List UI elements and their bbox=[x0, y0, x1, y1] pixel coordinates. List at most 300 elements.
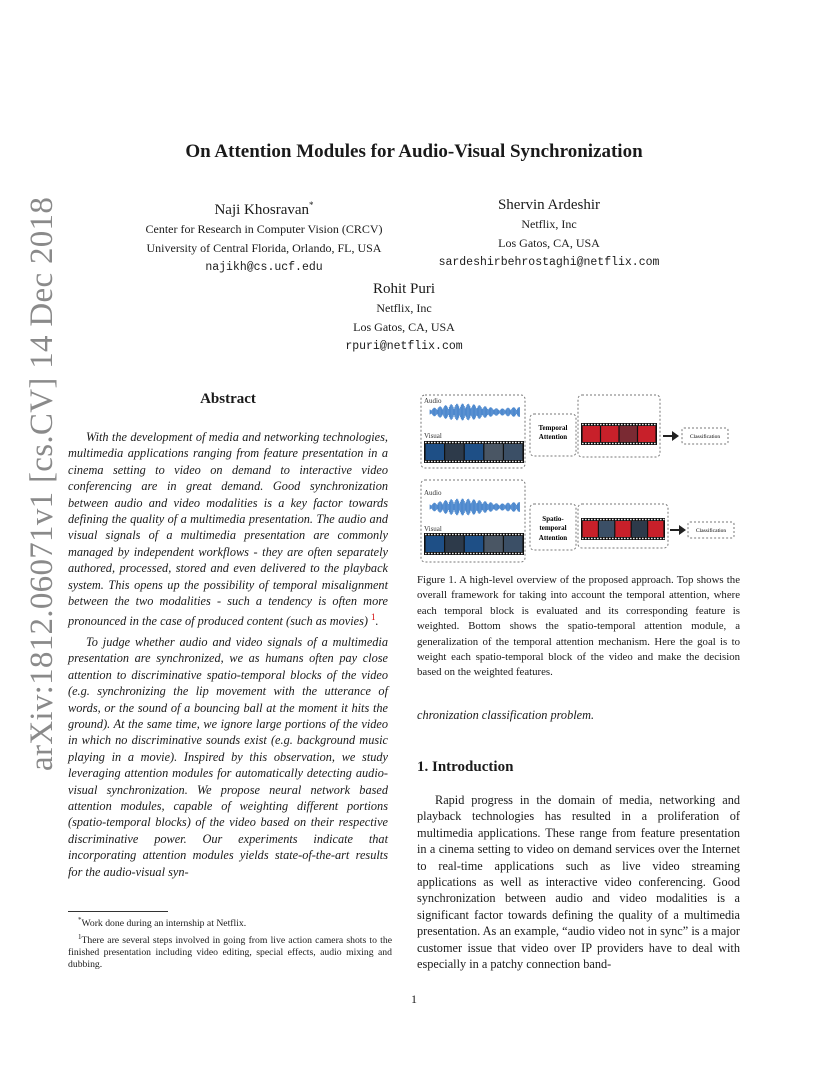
film-perforation bbox=[624, 443, 626, 444]
video-frame bbox=[465, 444, 483, 460]
film-perforation bbox=[476, 534, 478, 535]
film-perforation bbox=[585, 519, 587, 520]
film-perforation bbox=[506, 534, 508, 535]
film-perforation bbox=[636, 538, 638, 539]
film-perforation bbox=[512, 553, 514, 554]
film-perforation bbox=[446, 461, 448, 462]
film-perforation bbox=[446, 442, 448, 443]
film-perforation bbox=[597, 519, 599, 520]
video-frame bbox=[504, 536, 522, 552]
film-perforation bbox=[609, 538, 611, 539]
film-perforation bbox=[609, 424, 611, 425]
film-perforation bbox=[654, 519, 656, 520]
film-perforation bbox=[476, 553, 478, 554]
author-email[interactable]: najikh@cs.ucf.edu bbox=[205, 261, 323, 274]
film-perforation bbox=[467, 442, 469, 443]
film-perforation bbox=[434, 461, 436, 462]
abstract-body bbox=[68, 429, 388, 880]
video-frame bbox=[648, 521, 663, 537]
film-perforation bbox=[428, 461, 430, 462]
film-perforation bbox=[615, 519, 617, 520]
film-perforation bbox=[521, 534, 523, 535]
film-perforation bbox=[458, 534, 460, 535]
film-perforation bbox=[503, 442, 505, 443]
film-perforation bbox=[582, 519, 584, 520]
film-perforation bbox=[482, 553, 484, 554]
film-perforation bbox=[633, 424, 635, 425]
video-frame bbox=[599, 521, 614, 537]
film-perforation bbox=[455, 461, 457, 462]
footnote-2: $^1$There are several steps involved in going from live action camera shots to the finished presentation including video editing, special effects, audio mixing and dubbing. bbox=[68, 932, 392, 971]
video-frame bbox=[620, 426, 637, 442]
film-perforation bbox=[461, 553, 463, 554]
film-perforation bbox=[452, 461, 454, 462]
film-perforation bbox=[663, 519, 665, 520]
film-perforation bbox=[488, 553, 490, 554]
film-perforation bbox=[488, 442, 490, 443]
film-perforation bbox=[648, 519, 650, 520]
author-name: Rohit Puri bbox=[372, 281, 436, 297]
film-perforation bbox=[639, 519, 641, 520]
film-perforation bbox=[518, 442, 520, 443]
waveform-trace bbox=[430, 499, 520, 516]
film-perforation bbox=[633, 519, 635, 520]
film-perforation bbox=[627, 519, 629, 520]
film-perforation bbox=[425, 442, 427, 443]
film-perforation bbox=[630, 519, 632, 520]
film-perforation bbox=[452, 534, 454, 535]
film-perforation bbox=[642, 538, 644, 539]
film-perforation bbox=[521, 461, 523, 462]
film-perforation bbox=[485, 461, 487, 462]
audio-waveform bbox=[430, 404, 520, 421]
film-perforation bbox=[518, 553, 520, 554]
film-perforation bbox=[627, 424, 629, 425]
film-perforation bbox=[482, 461, 484, 462]
visual-label: Visual bbox=[424, 525, 442, 533]
film-perforation bbox=[494, 461, 496, 462]
author-block-2 bbox=[404, 195, 694, 272]
film-perforation bbox=[452, 553, 454, 554]
film-perforation bbox=[494, 553, 496, 554]
film-perforation bbox=[497, 553, 499, 554]
film-perforation bbox=[503, 534, 505, 535]
film-perforation bbox=[630, 538, 632, 539]
film-perforation bbox=[588, 443, 590, 444]
film-perforation bbox=[515, 534, 517, 535]
video-frame bbox=[504, 444, 522, 460]
film-perforation bbox=[479, 534, 481, 535]
film-perforation bbox=[491, 461, 493, 462]
arrow-icon bbox=[670, 525, 686, 535]
film-perforation bbox=[449, 553, 451, 554]
film-perforation bbox=[636, 519, 638, 520]
film-perforation bbox=[606, 443, 608, 444]
film-perforation bbox=[482, 442, 484, 443]
video-frame bbox=[638, 426, 655, 442]
film-perforation bbox=[594, 443, 596, 444]
film-perforation bbox=[615, 424, 617, 425]
film-perforation bbox=[615, 443, 617, 444]
film-perforation bbox=[612, 424, 614, 425]
author-email[interactable]: sardeshirbehrostaghi@netflix.com bbox=[438, 256, 660, 269]
film-perforation bbox=[479, 461, 481, 462]
film-perforation bbox=[603, 519, 605, 520]
film-perforation bbox=[449, 534, 451, 535]
film-perforation bbox=[467, 534, 469, 535]
film-perforation bbox=[588, 424, 590, 425]
film-perforation bbox=[458, 553, 460, 554]
footnote-rule bbox=[68, 911, 168, 912]
film-perforation bbox=[597, 538, 599, 539]
film-perforation bbox=[497, 534, 499, 535]
film-perforation bbox=[428, 534, 430, 535]
film-perforation bbox=[518, 534, 520, 535]
author-name: Naji Khosravan* bbox=[214, 200, 314, 218]
film-perforation bbox=[464, 553, 466, 554]
film-perforation bbox=[473, 442, 475, 443]
film-perforation bbox=[594, 538, 596, 539]
film-perforation bbox=[585, 538, 587, 539]
film-perforation bbox=[627, 538, 629, 539]
weighted-filmstrip bbox=[581, 518, 665, 540]
film-perforation bbox=[479, 553, 481, 554]
temporal-attention-label: Attention bbox=[538, 433, 568, 441]
film-perforation bbox=[645, 443, 647, 444]
film-perforation bbox=[582, 443, 584, 444]
film-perforation bbox=[597, 443, 599, 444]
author-block-1 bbox=[124, 195, 404, 277]
film-perforation bbox=[461, 442, 463, 443]
film-perforation bbox=[606, 424, 608, 425]
film-perforation bbox=[515, 461, 517, 462]
film-perforation bbox=[591, 519, 593, 520]
film-perforation bbox=[509, 461, 511, 462]
film-perforation bbox=[470, 534, 472, 535]
film-perforation bbox=[621, 443, 623, 444]
footnote-1: *Work done during an internship at Netflix. bbox=[78, 916, 247, 930]
film-perforation bbox=[606, 538, 608, 539]
spatiotemporal-attention-label: temporal bbox=[539, 524, 567, 532]
author-affiliation: Los Gatos, CA, USA bbox=[353, 320, 455, 334]
film-perforation bbox=[621, 424, 623, 425]
introduction-paragraph-1: Rapid progress in the domain of media, networking and playback technologies has resulted in a proliferation of multimedia applications. These range from feature presentation in a cinema setting to video on demand services over the Internet to real-time applications such as live video streaming applications as well as interactive video conferencing. Good synchronization between audio and video modalities is a significant factor towards defining the quality of a multimedia presentation. As an example, “audio video not in sync” is a major customer issue that video over IP providers have to deal with especially in a patchy connection band- bbox=[417, 793, 740, 972]
video-frame bbox=[465, 536, 483, 552]
film-perforation bbox=[660, 538, 662, 539]
film-perforation bbox=[624, 424, 626, 425]
film-perforation bbox=[651, 424, 653, 425]
film-perforation bbox=[485, 534, 487, 535]
film-perforation bbox=[437, 553, 439, 554]
film-perforation bbox=[518, 461, 520, 462]
abstract-continuation: chronization classification problem. bbox=[417, 708, 595, 722]
film-perforation bbox=[503, 461, 505, 462]
film-perforation bbox=[636, 443, 638, 444]
film-perforation bbox=[591, 424, 593, 425]
film-perforation bbox=[609, 519, 611, 520]
film-perforation bbox=[594, 424, 596, 425]
film-perforation bbox=[488, 461, 490, 462]
film-perforation bbox=[500, 461, 502, 462]
author-affiliation: University of Central Florida, Orlando, FL, USA bbox=[146, 241, 382, 255]
film-perforation bbox=[521, 442, 523, 443]
film-perforation bbox=[642, 519, 644, 520]
film-perforation bbox=[648, 424, 650, 425]
film-perforation bbox=[485, 553, 487, 554]
film-perforation bbox=[464, 442, 466, 443]
weighted-filmstrip bbox=[581, 423, 657, 445]
film-perforation bbox=[434, 534, 436, 535]
film-perforation bbox=[437, 461, 439, 462]
film-perforation bbox=[458, 461, 460, 462]
film-perforation bbox=[657, 519, 659, 520]
film-perforation bbox=[494, 534, 496, 535]
film-perforation bbox=[470, 442, 472, 443]
film-perforation bbox=[509, 442, 511, 443]
film-perforation bbox=[651, 519, 653, 520]
film-perforation bbox=[446, 553, 448, 554]
film-perforation bbox=[443, 442, 445, 443]
film-perforation bbox=[648, 538, 650, 539]
paper-title: On Attention Modules for Audio-Visual Synchronization bbox=[185, 141, 643, 162]
film-perforation bbox=[618, 443, 620, 444]
film-perforation bbox=[446, 534, 448, 535]
film-perforation bbox=[431, 442, 433, 443]
film-perforation bbox=[515, 553, 517, 554]
film-perforation bbox=[654, 538, 656, 539]
film-perforation bbox=[603, 443, 605, 444]
film-perforation bbox=[479, 442, 481, 443]
film-perforation bbox=[642, 443, 644, 444]
author-block-3 bbox=[264, 279, 544, 356]
film-perforation bbox=[443, 553, 445, 554]
figure-1-diagram bbox=[420, 392, 745, 570]
film-perforation bbox=[624, 519, 626, 520]
video-frame bbox=[484, 444, 502, 460]
spatiotemporal-attention-label: Spatio- bbox=[542, 515, 564, 523]
film-perforation bbox=[515, 442, 517, 443]
film-perforation bbox=[612, 519, 614, 520]
film-perforation bbox=[621, 519, 623, 520]
visual-label: Visual bbox=[424, 432, 442, 440]
film-perforation bbox=[639, 538, 641, 539]
film-perforation bbox=[440, 461, 442, 462]
film-perforation bbox=[603, 538, 605, 539]
film-perforation bbox=[512, 461, 514, 462]
film-perforation bbox=[449, 461, 451, 462]
film-perforation bbox=[476, 461, 478, 462]
arrow-icon bbox=[663, 431, 679, 441]
film-perforation bbox=[464, 461, 466, 462]
author-email[interactable]: rpuri@netflix.com bbox=[345, 340, 463, 353]
film-perforation bbox=[585, 443, 587, 444]
author-affiliation: Center for Research in Computer Vision (CRCV) bbox=[145, 222, 383, 236]
film-perforation bbox=[494, 442, 496, 443]
film-perforation bbox=[600, 424, 602, 425]
film-perforation bbox=[506, 553, 508, 554]
footnotes bbox=[68, 914, 392, 972]
film-perforation bbox=[506, 442, 508, 443]
film-perforation bbox=[621, 538, 623, 539]
film-perforation bbox=[449, 442, 451, 443]
film-perforation bbox=[618, 424, 620, 425]
video-frame bbox=[426, 536, 444, 552]
film-perforation bbox=[473, 534, 475, 535]
video-filmstrip bbox=[424, 533, 524, 555]
film-perforation bbox=[476, 442, 478, 443]
film-perforation bbox=[509, 553, 511, 554]
film-perforation bbox=[612, 538, 614, 539]
film-perforation bbox=[636, 424, 638, 425]
figure-1-caption: Figure 1. A high-level overview of the proposed approach. Top shows the overall framework for taking into account the temporal attention, where each temporal block is evaluated and its corresponding feature is weighted. Bottom shows the spatio-temporal attention module, a generalization of the temporal attention mechanism. Here the goal is to weight each spatio-temporal block of the video and make the decision based on the weighted features. bbox=[417, 574, 740, 679]
film-perforation bbox=[627, 443, 629, 444]
film-perforation bbox=[455, 534, 457, 535]
film-perforation bbox=[464, 534, 466, 535]
waveform-trace bbox=[430, 404, 520, 421]
film-perforation bbox=[425, 553, 427, 554]
film-perforation bbox=[485, 442, 487, 443]
film-perforation bbox=[497, 461, 499, 462]
film-perforation bbox=[618, 519, 620, 520]
film-perforation bbox=[639, 424, 641, 425]
author-affiliation: Los Gatos, CA, USA bbox=[498, 236, 600, 250]
film-perforation bbox=[491, 534, 493, 535]
film-perforation bbox=[630, 443, 632, 444]
film-perforation bbox=[503, 553, 505, 554]
film-perforation bbox=[425, 461, 427, 462]
film-perforation bbox=[443, 534, 445, 535]
film-perforation bbox=[651, 538, 653, 539]
film-perforation bbox=[425, 534, 427, 535]
video-frame bbox=[445, 444, 463, 460]
film-perforation bbox=[473, 461, 475, 462]
film-perforation bbox=[509, 534, 511, 535]
film-perforation bbox=[597, 424, 599, 425]
film-perforation bbox=[618, 538, 620, 539]
film-perforation bbox=[500, 553, 502, 554]
top-row bbox=[421, 395, 728, 468]
film-perforation bbox=[654, 443, 656, 444]
film-perforation bbox=[506, 461, 508, 462]
film-perforation bbox=[500, 534, 502, 535]
page-number: 1 bbox=[411, 992, 417, 1006]
film-perforation bbox=[431, 534, 433, 535]
film-perforation bbox=[606, 519, 608, 520]
author-affiliation: Netflix, Inc bbox=[376, 301, 432, 315]
film-perforation bbox=[461, 461, 463, 462]
classification-label: Classification bbox=[695, 528, 727, 534]
film-perforation bbox=[612, 443, 614, 444]
author-name: Shervin Ardeshir bbox=[497, 197, 601, 213]
arxiv-identifier: arXiv:1812.06071v1 [cs.CV] 14 Dec 2018 bbox=[24, 196, 60, 771]
film-perforation bbox=[428, 553, 430, 554]
film-perforation bbox=[455, 553, 457, 554]
film-perforation bbox=[470, 461, 472, 462]
film-perforation bbox=[651, 443, 653, 444]
film-perforation bbox=[594, 519, 596, 520]
film-perforation bbox=[491, 553, 493, 554]
film-perforation bbox=[588, 538, 590, 539]
film-perforation bbox=[600, 443, 602, 444]
video-frame bbox=[445, 536, 463, 552]
audio-label: Audio bbox=[424, 489, 442, 497]
film-perforation bbox=[582, 538, 584, 539]
film-perforation bbox=[467, 461, 469, 462]
film-perforation bbox=[591, 538, 593, 539]
abstract-heading: Abstract bbox=[200, 391, 256, 407]
film-perforation bbox=[591, 443, 593, 444]
video-frame bbox=[426, 444, 444, 460]
film-perforation bbox=[500, 442, 502, 443]
film-perforation bbox=[467, 553, 469, 554]
video-frame bbox=[583, 426, 600, 442]
film-perforation bbox=[482, 534, 484, 535]
film-perforation bbox=[660, 519, 662, 520]
film-perforation bbox=[600, 538, 602, 539]
section-heading: 1. Introduction bbox=[417, 759, 514, 775]
film-perforation bbox=[470, 553, 472, 554]
audio-label: Audio bbox=[424, 397, 442, 405]
bottom-row bbox=[421, 480, 734, 562]
film-perforation bbox=[521, 553, 523, 554]
film-perforation bbox=[600, 519, 602, 520]
film-perforation bbox=[428, 442, 430, 443]
film-perforation bbox=[458, 442, 460, 443]
film-perforation bbox=[440, 553, 442, 554]
film-perforation bbox=[642, 424, 644, 425]
film-perforation bbox=[633, 443, 635, 444]
film-perforation bbox=[488, 534, 490, 535]
video-frame bbox=[583, 521, 598, 537]
film-perforation bbox=[440, 534, 442, 535]
audio-waveform bbox=[430, 499, 520, 516]
film-perforation bbox=[585, 424, 587, 425]
film-perforation bbox=[443, 461, 445, 462]
author-affiliation: Netflix, Inc bbox=[521, 217, 577, 231]
film-perforation bbox=[452, 442, 454, 443]
film-perforation bbox=[657, 538, 659, 539]
film-perforation bbox=[434, 553, 436, 554]
film-perforation bbox=[431, 553, 433, 554]
film-perforation bbox=[437, 534, 439, 535]
film-perforation bbox=[455, 442, 457, 443]
film-perforation bbox=[491, 442, 493, 443]
film-perforation bbox=[440, 442, 442, 443]
film-perforation bbox=[431, 461, 433, 462]
author-footnote-mark: * bbox=[309, 200, 314, 210]
film-perforation bbox=[473, 553, 475, 554]
film-perforation bbox=[434, 442, 436, 443]
film-perforation bbox=[633, 538, 635, 539]
film-perforation bbox=[624, 538, 626, 539]
film-perforation bbox=[654, 424, 656, 425]
film-perforation bbox=[639, 443, 641, 444]
introduction-body bbox=[417, 792, 740, 972]
video-frame bbox=[615, 521, 630, 537]
film-perforation bbox=[630, 424, 632, 425]
film-perforation bbox=[645, 519, 647, 520]
film-perforation bbox=[497, 442, 499, 443]
film-perforation bbox=[648, 443, 650, 444]
abstract-paragraph-1: With the development of media and networking technologies, multimedia applications ranging from feature presentation in a cinema setting to video on demand to interactive video conferencing are in great demand. Good synchronization between audio and video modalities is a key factor towards defining the quality of a multimedia presentation. The audio and visual signals of a multimedia presentation are commonly managed by independent workflows - they are often separately authored, processed, stored and even delivered to the playback system. This opens up the possibility of temporal misalignment between the two modalities - such a tendency is often more pronounced in the case of produced content (such as movies) $^1$. bbox=[68, 430, 388, 629]
video-filmstrip bbox=[424, 441, 524, 463]
film-perforation bbox=[603, 424, 605, 425]
film-perforation bbox=[609, 443, 611, 444]
film-perforation bbox=[663, 538, 665, 539]
classification-label: Classification bbox=[689, 434, 721, 440]
film-perforation bbox=[461, 534, 463, 535]
footnote-ref[interactable]: 1 bbox=[371, 612, 376, 623]
